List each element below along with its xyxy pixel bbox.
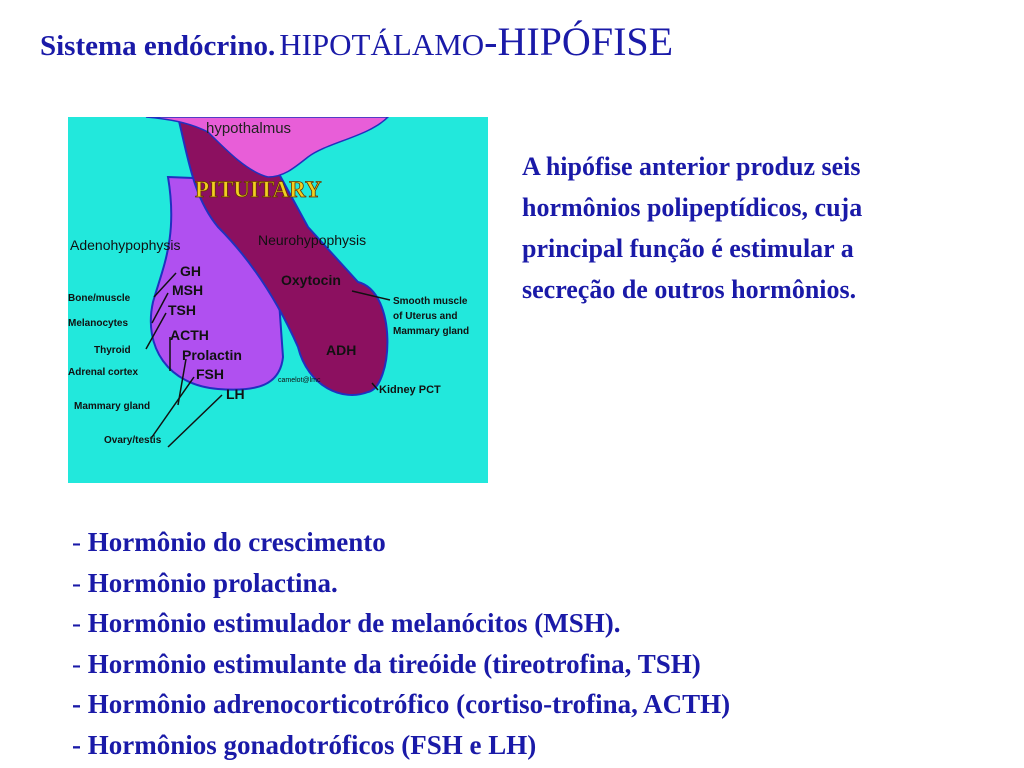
description-line: hormônios polipeptídicos, cuja — [522, 193, 863, 222]
adenohypophysis-label: Adenohypophysis — [70, 237, 181, 253]
description-line: A hipófise anterior produz seis — [522, 152, 861, 181]
hormone-prolactin: Prolactin — [182, 347, 242, 363]
bullet-dash: - — [72, 689, 81, 719]
diagram-credit: camelot@lmc — [278, 377, 321, 384]
target-ovary-testis: Ovary/testis — [104, 435, 162, 446]
bullet-dash: - — [72, 608, 81, 638]
list-item — [72, 725, 730, 766]
description-line: principal função é estimular a — [522, 234, 854, 263]
title-part-1: Sistema endócrino. — [40, 30, 276, 62]
bullet-text: Hormônio do crescimento — [87, 527, 386, 557]
list-item — [72, 644, 730, 685]
pituitary-label: PITUITARY — [195, 177, 322, 202]
bullet-text: Hormônio estimulante da tireóide (tireotrofina, TSH) — [87, 648, 701, 679]
hormone-fsh: FSH — [196, 366, 224, 382]
target-adrenal-cortex: Adrenal cortex — [68, 367, 139, 378]
hormone-list — [72, 522, 730, 765]
target-smooth-muscle-3: Mammary gland — [393, 326, 470, 337]
target-bone-muscle: Bone/muscle — [68, 293, 131, 304]
target-smooth-muscle-1: Smooth muscle — [393, 296, 468, 307]
bullet-text: Hormônio estimulador de melanócitos (MSH). — [87, 608, 621, 638]
bullet-dash: - — [72, 648, 81, 679]
hormone-tsh: TSH — [168, 302, 196, 318]
hormone-gh: GH — [180, 263, 201, 279]
pituitary-diagram-svg — [68, 117, 488, 483]
title-part-3: -HIPÓFISE — [484, 19, 674, 64]
target-melanocytes: Melanocytes — [68, 318, 129, 329]
list-item — [72, 522, 730, 563]
list-item — [72, 603, 730, 644]
list-item — [72, 563, 730, 604]
description-line: secreção de outros hormônios. — [522, 275, 857, 304]
hormone-adh: ADH — [326, 342, 357, 358]
target-smooth-muscle-2: of Uterus and — [393, 311, 458, 322]
bullet-dash: - — [72, 527, 81, 557]
bullet-text: Hormônio adrenocorticotrófico (cortiso-trofina, ACTH) — [87, 689, 731, 719]
description — [522, 146, 992, 310]
pituitary-diagram — [68, 117, 488, 483]
neurohypophysis-label: Neurohypophysis — [258, 232, 367, 248]
target-kidney-pct: Kidney PCT — [379, 384, 441, 396]
hormone-acth: ACTH — [170, 327, 209, 343]
hormone-lh: LH — [226, 386, 245, 402]
target-mammary-gland: Mammary gland — [74, 401, 151, 412]
list-item — [72, 684, 730, 725]
bullet-text: Hormônios gonadotróficos (FSH e LH) — [87, 729, 537, 760]
hormone-oxytocin: Oxytocin — [281, 272, 341, 288]
target-thyroid: Thyroid — [94, 345, 131, 356]
hypothalamus-label: hypothalmus — [206, 120, 292, 137]
slide-title — [40, 18, 673, 65]
bullet-text: Hormônio prolactina. — [87, 567, 338, 598]
hormone-msh: MSH — [172, 282, 204, 298]
title-part-2: HIPOTÁLAMO — [279, 27, 485, 62]
bullet-dash: - — [72, 729, 81, 760]
bullet-dash: - — [72, 567, 81, 598]
